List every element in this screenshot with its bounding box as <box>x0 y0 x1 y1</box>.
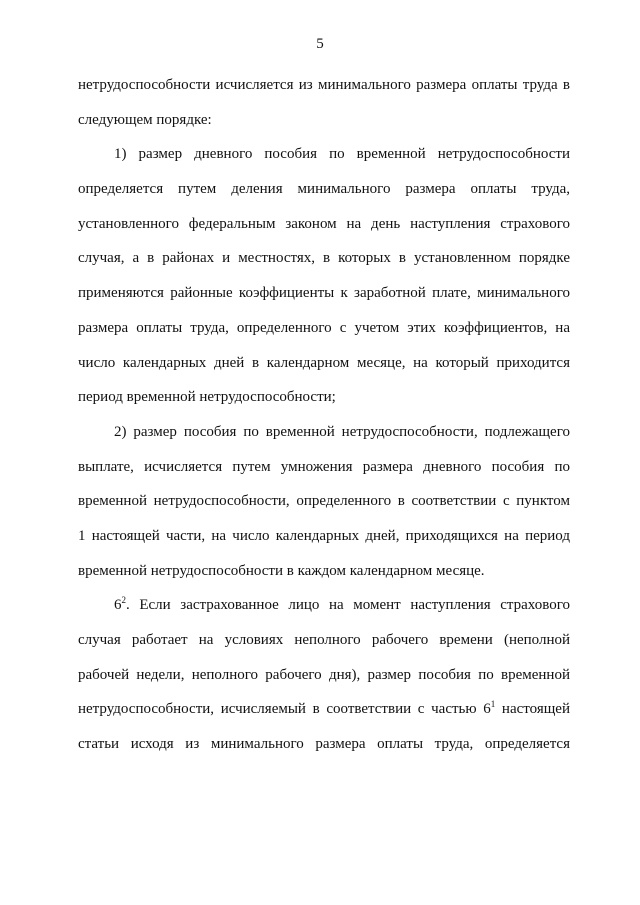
text-line: определяется путем деления минимального размера оплаты труда, <box>78 181 570 198</box>
text-fragment: настоящей <box>495 701 570 718</box>
section-superscript: 2 <box>121 595 126 606</box>
text-line: случая, а в районах и местностях, в которых в установленном порядке <box>78 250 570 267</box>
section-number: 6 <box>114 597 122 614</box>
paragraph-2 <box>78 137 570 415</box>
text-line <box>78 692 570 727</box>
text-line: применяются районные коэффициенты к заработной плате, минимального <box>78 285 570 302</box>
text-line: число календарных дней в календарном месяце, на который приходится <box>78 354 570 371</box>
text-line: следующем порядке: <box>78 111 212 128</box>
paragraph-4 <box>78 588 570 761</box>
paragraph-3 <box>78 415 570 588</box>
text-line: размера оплаты труда, определенного с учетом этих коэффициентов, на <box>78 319 570 336</box>
text-line: временной нетрудоспособности, определенного в соответствии с пунктом <box>78 493 570 510</box>
text-line: выплате, исчисляется путем умножения размера дневного пособия по <box>78 458 570 475</box>
text-line: 1 настоящей части, на число календарных дней, приходящихся на период <box>78 527 570 544</box>
text-fragment: . Если застрахованное лицо на момент наступления страхового <box>126 597 570 614</box>
text-line: установленного федеральным законом на день наступления страхового <box>78 215 570 232</box>
text-line: рабочей недели, неполного рабочего дня), размер пособия по временной <box>78 666 570 683</box>
text-line: 1) размер дневного пособия по временной нетрудоспособности <box>114 146 570 163</box>
text-line: период временной нетрудоспособности; <box>78 389 336 406</box>
text-line: статьи исходя из минимального размера оплаты труда, определяется <box>78 736 570 753</box>
text-fragment: нетрудоспособности, исчисляемый в соответствии с частью 6 <box>78 701 491 718</box>
text-line: 2) размер пособия по временной нетрудоспособности, подлежащего <box>114 423 570 440</box>
text-line: временной нетрудоспособности в каждом календарном месяце. <box>78 562 485 579</box>
text-line: нетрудоспособности исчисляется из минимального размера оплаты труда в <box>78 77 570 93</box>
paragraph-1 <box>78 68 570 137</box>
text-line: случая работает на условиях неполного рабочего времени (неполной <box>78 632 570 648</box>
page-number: 5 <box>316 36 324 52</box>
document-body <box>78 68 570 762</box>
text-line <box>78 588 570 623</box>
reference-superscript: 1 <box>490 699 496 710</box>
